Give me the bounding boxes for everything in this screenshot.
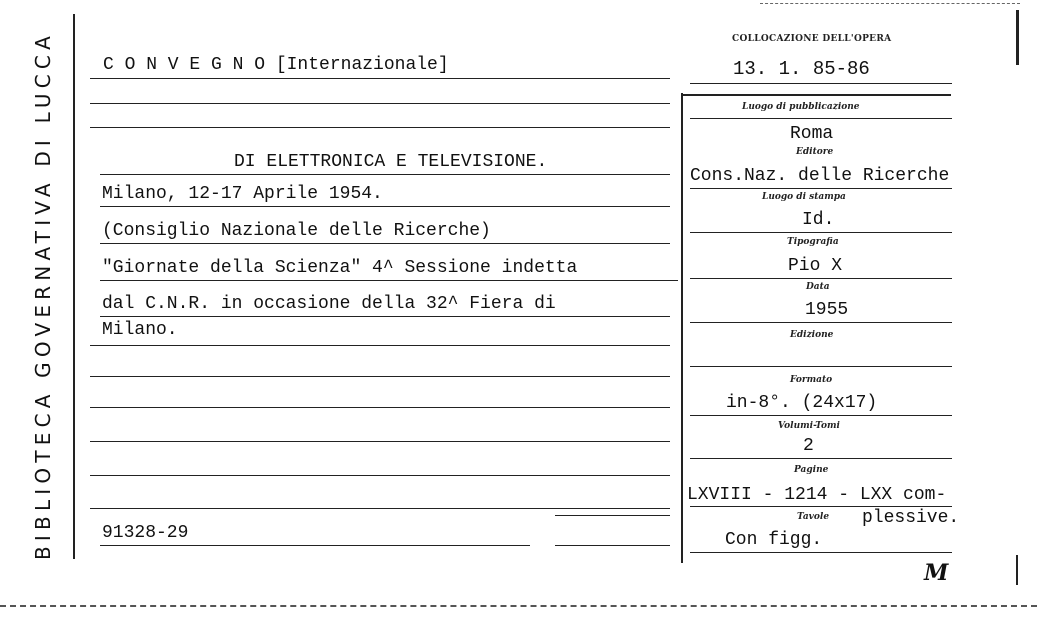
library-side-label: BIBLIOTECA GOVERNATIVA DI LUCCA	[31, 31, 55, 560]
field-label-typography: Tipografia	[787, 237, 839, 247]
collocation-label: COLLOCAZIONE DELL'OPERA	[732, 34, 892, 44]
rule-5	[100, 206, 670, 207]
note-line-3: Milano.	[102, 320, 178, 340]
field-value-format: in-8°. (24x17)	[726, 393, 878, 413]
rule-4	[100, 174, 670, 175]
field-label-print-place: Luogo di stampa	[762, 192, 846, 202]
title-continuation: DI ELETTRONICA E TELEVISIONE.	[234, 152, 548, 172]
field-label-plates: Tavole	[797, 512, 830, 522]
rule-2	[90, 103, 670, 104]
rule-11	[90, 407, 670, 408]
field-rule-0a	[690, 118, 952, 119]
field-value-publication-place: Roma	[790, 124, 834, 144]
collocation-line	[690, 83, 952, 84]
rule-3	[90, 127, 670, 128]
field-value-date: 1955	[805, 300, 849, 320]
field-value-volumes: 2	[803, 436, 814, 456]
rule-16	[555, 545, 670, 546]
field-rule-8	[690, 506, 952, 507]
field-label-date: Data	[806, 282, 830, 292]
place-date-line: Milano, 12-17 Aprile 1954.	[102, 184, 383, 204]
field-rule-6	[690, 415, 952, 416]
field-label-publication-place: Luogo di pubblicazione	[742, 102, 860, 112]
field-label-format: Formato	[790, 375, 833, 385]
collocation-value: 13. 1. 85-86	[733, 58, 870, 80]
note-line-1: "Giornate della Scienza" 4^ Sessione indetta	[102, 258, 578, 278]
field-rule-7	[690, 458, 952, 459]
column-divider	[681, 93, 683, 563]
field-value-typography: Pio X	[788, 256, 843, 276]
field-value-publisher: Cons.Naz. delle Ricerche	[690, 166, 950, 186]
title-line: C O N V E G N O [Internazionale]	[103, 55, 449, 75]
field-rule-9	[690, 552, 952, 553]
right-edge-mark-bottom	[1016, 555, 1018, 585]
rule-12	[90, 441, 670, 442]
organizer-line: (Consiglio Nazionale delle Ricerche)	[102, 221, 491, 241]
rule-1	[90, 78, 670, 79]
illustrations-note: Con figg.	[725, 530, 823, 550]
right-edge-mark	[1016, 10, 1019, 65]
rule-8	[100, 316, 670, 317]
rule-13	[90, 475, 670, 476]
rule-10	[90, 376, 670, 377]
field-rule-5	[690, 366, 952, 367]
field-label-publisher: Editore	[796, 147, 834, 157]
field-rule-2	[690, 232, 952, 233]
rule-15	[100, 545, 530, 546]
rule-14	[90, 508, 670, 509]
note-line-2: dal C.N.R. in occasione della 32^ Fiera di	[102, 294, 556, 314]
field-value-pages: LXVIII - 1214 - LXX com-	[687, 485, 947, 505]
field-value-plates: plessive.	[862, 508, 960, 528]
rule-7	[100, 280, 678, 281]
field-label-pages: Pagine	[794, 465, 829, 475]
handwritten-mark: M	[924, 560, 949, 586]
top-edge	[760, 3, 1020, 4]
bottom-edge	[0, 605, 1037, 607]
field-rule-3	[690, 278, 952, 279]
rule-6	[100, 243, 670, 244]
inventory-number: 91328-29	[102, 523, 189, 543]
rule-17	[555, 515, 670, 516]
field-label-volumes: Volumi-Tomi	[778, 421, 840, 431]
field-rule-1	[690, 188, 952, 189]
field-value-print-place: Id.	[802, 210, 835, 230]
field-label-edition: Edizione	[790, 330, 834, 340]
field-rule-4	[690, 322, 952, 323]
left-border	[73, 14, 75, 559]
column-top-rule	[681, 94, 951, 96]
rule-9	[90, 345, 670, 346]
